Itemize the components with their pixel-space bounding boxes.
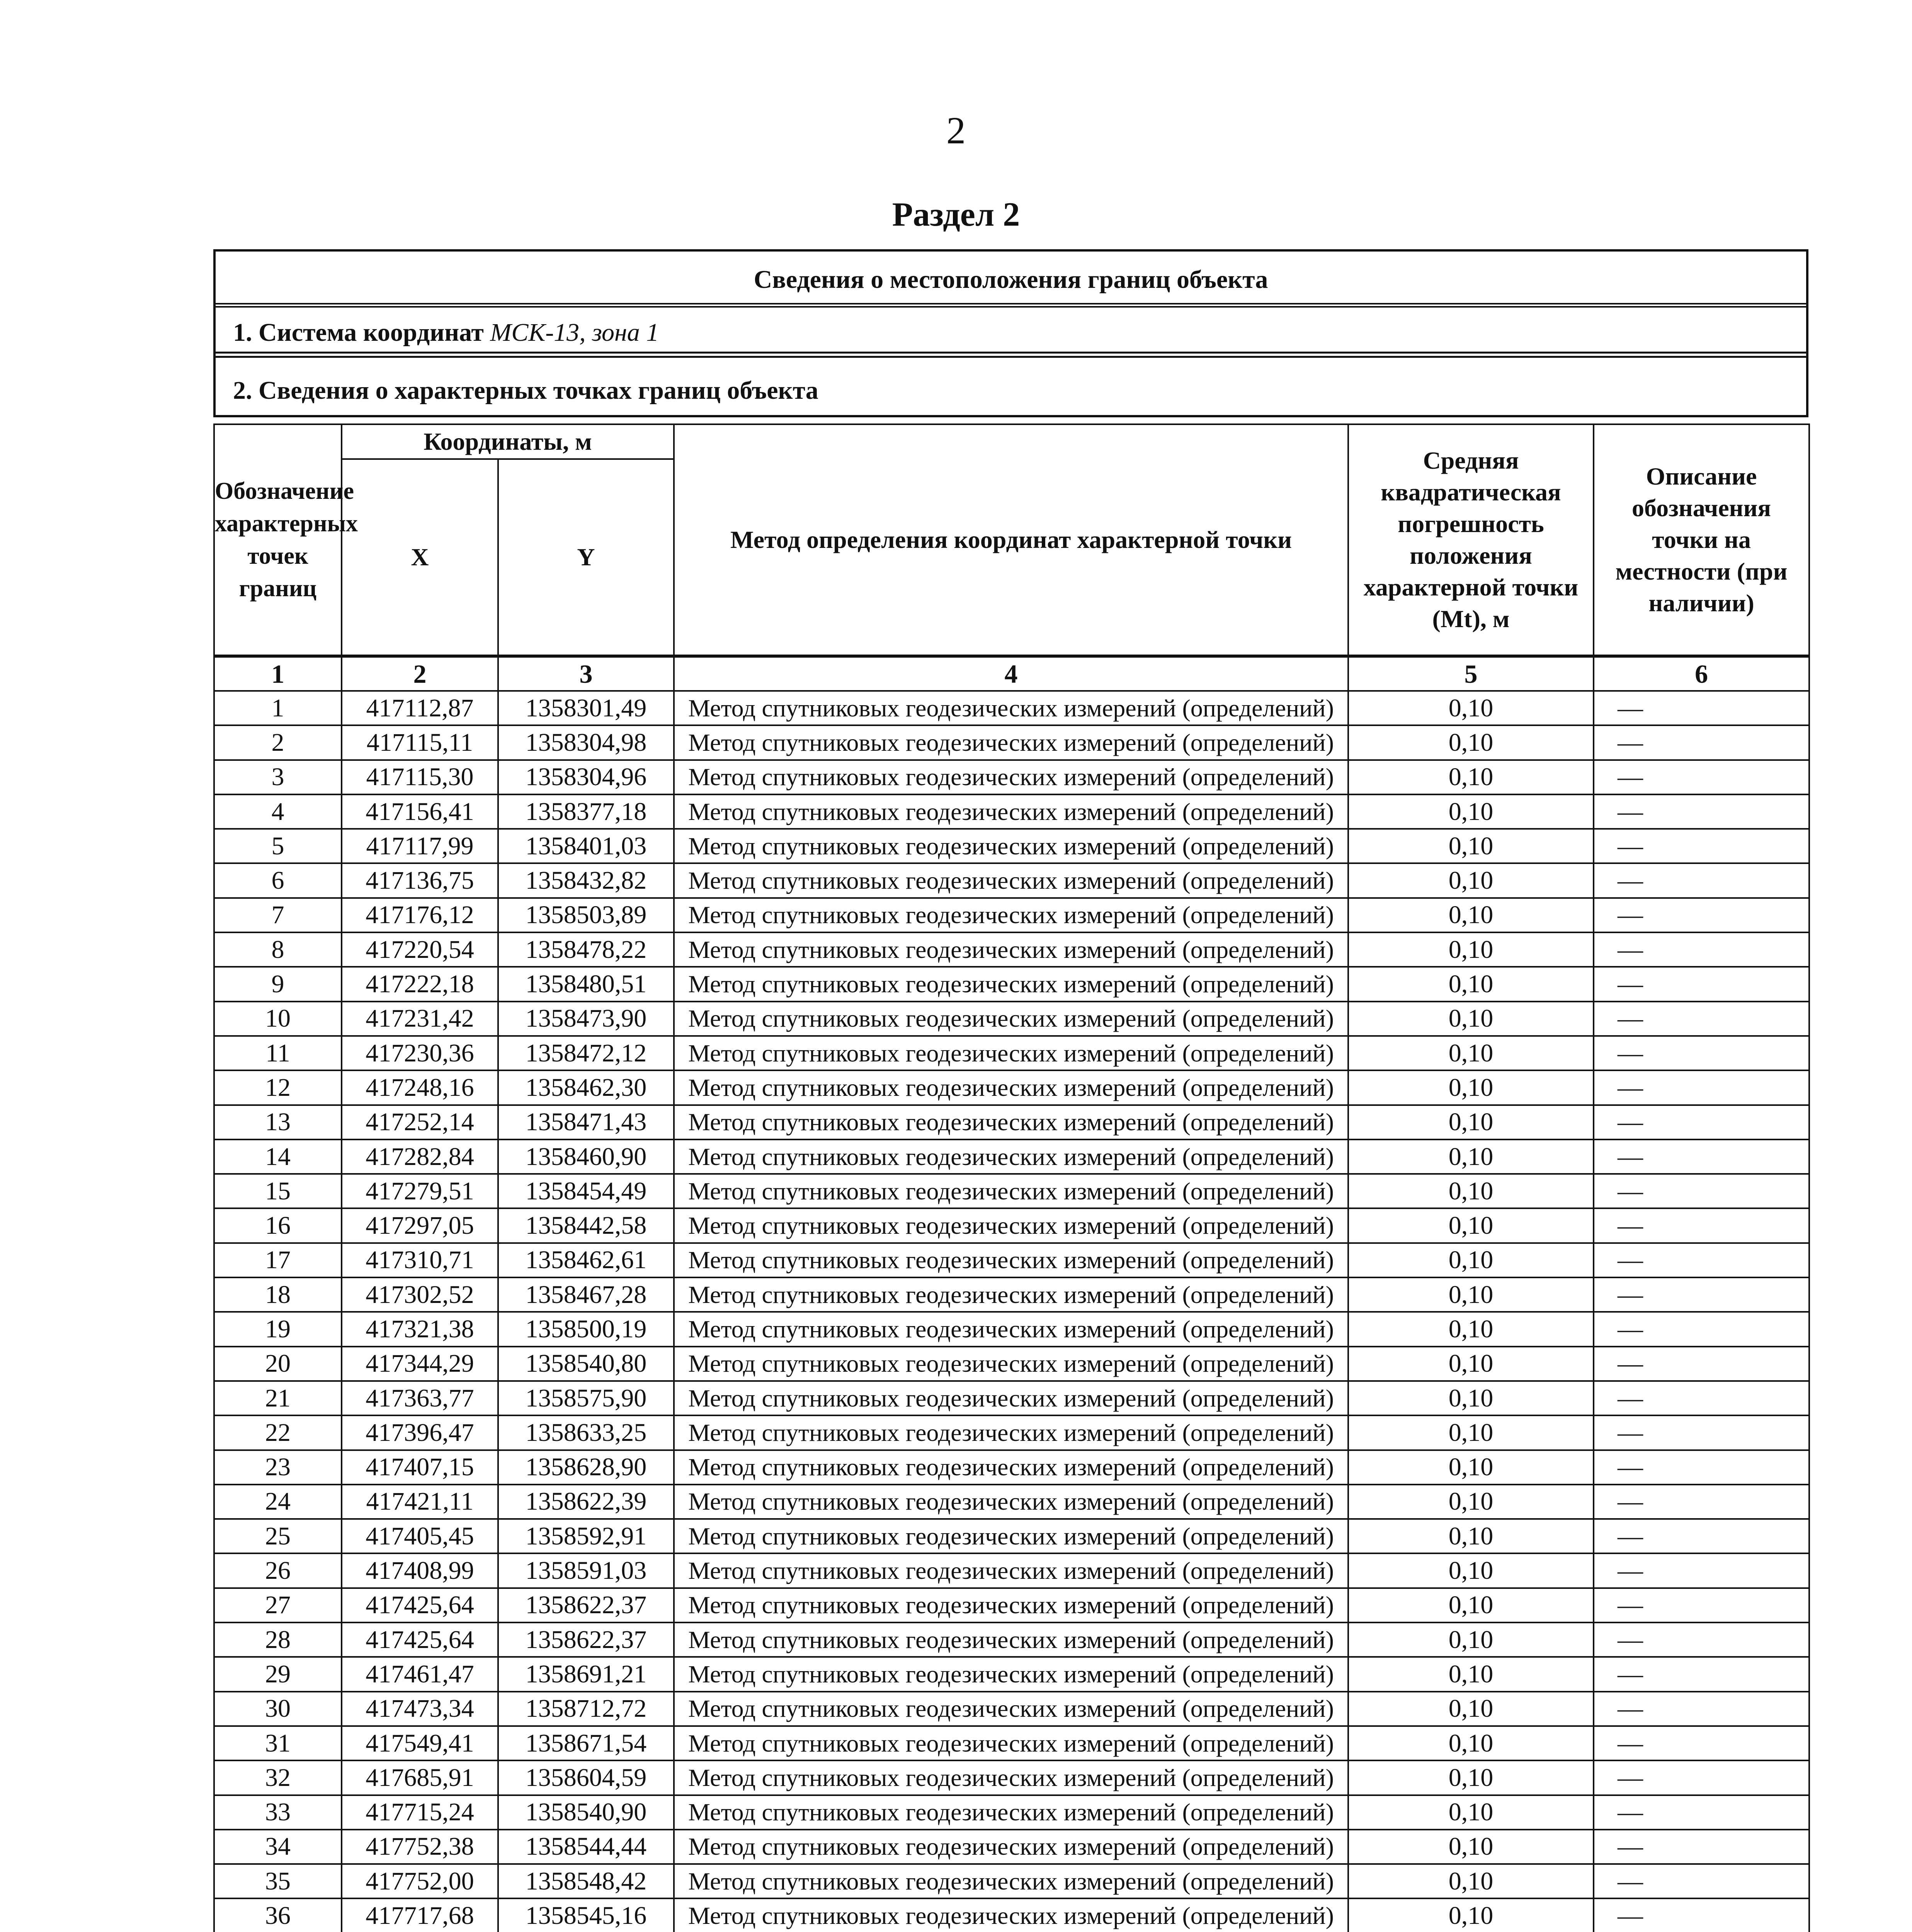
description: — (1594, 1864, 1809, 1898)
description: — (1594, 1415, 1809, 1450)
description: — (1594, 691, 1809, 725)
point-number: 29 (214, 1657, 342, 1691)
coord-x: 417115,11 (342, 725, 498, 760)
description: — (1594, 1139, 1809, 1174)
coord-x: 417473,34 (342, 1692, 498, 1726)
table-row (214, 1588, 1809, 1622)
coord-x: 417176,12 (342, 898, 498, 932)
coord-x: 417297,05 (342, 1208, 498, 1243)
point-number: 17 (214, 1243, 342, 1277)
coord-x: 417407,15 (342, 1450, 498, 1485)
method: Метод спутниковых геодезических измерений (определений) (674, 725, 1348, 760)
coord-y: 1358712,72 (498, 1692, 674, 1726)
table-row (214, 1105, 1809, 1139)
error-value: 0,10 (1348, 1830, 1594, 1864)
method: Метод спутниковых геодезических измерений (определений) (674, 1243, 1348, 1277)
error-value: 0,10 (1348, 1036, 1594, 1070)
method: Метод спутниковых геодезических измерений (определений) (674, 1622, 1348, 1657)
method: Метод спутниковых геодезических измерений (определений) (674, 1795, 1348, 1830)
point-number: 34 (214, 1830, 342, 1864)
table-row (214, 1898, 1809, 1932)
header-point-designation: Обозначение характерных точек границ (214, 424, 342, 656)
point-number: 21 (214, 1381, 342, 1415)
description: — (1594, 1485, 1809, 1519)
method: Метод спутниковых геодезических измерений (определений) (674, 1174, 1348, 1208)
coord-x: 417461,47 (342, 1657, 498, 1691)
error-value: 0,10 (1348, 829, 1594, 863)
coord-y: 1358604,59 (498, 1760, 674, 1795)
column-number: 4 (674, 656, 1348, 691)
coord-y: 1358304,96 (498, 760, 674, 794)
table-header-row (214, 424, 1809, 459)
coord-y: 1358467,28 (498, 1277, 674, 1312)
description: — (1594, 1830, 1809, 1864)
error-value: 0,10 (1348, 1277, 1594, 1312)
error-value: 0,10 (1348, 898, 1594, 932)
error-value: 0,10 (1348, 1312, 1594, 1346)
description: — (1594, 1726, 1809, 1760)
coordinate-system-line (216, 308, 1806, 358)
method: Метод спутниковых геодезических измерений (определений) (674, 1208, 1348, 1243)
coord-x: 417252,14 (342, 1105, 498, 1139)
coord-y: 1358304,98 (498, 725, 674, 760)
object-boundaries-title: Сведения о местоположения границ объекта (216, 252, 1806, 308)
table-row (214, 1692, 1809, 1726)
description: — (1594, 1588, 1809, 1622)
header-coordinates: Координаты, м (342, 424, 674, 459)
description: — (1594, 863, 1809, 898)
coord-x: 417421,11 (342, 1485, 498, 1519)
error-value: 0,10 (1348, 967, 1594, 1001)
coord-y: 1358671,54 (498, 1726, 674, 1760)
description: — (1594, 1070, 1809, 1105)
point-number: 27 (214, 1588, 342, 1622)
point-number: 18 (214, 1277, 342, 1312)
point-number: 8 (214, 932, 342, 967)
column-number-row (214, 656, 1809, 691)
description: — (1594, 1450, 1809, 1485)
table-row (214, 1070, 1809, 1105)
coord-x: 417220,54 (342, 932, 498, 967)
column-number: 6 (1594, 656, 1809, 691)
coord-y: 1358472,12 (498, 1036, 674, 1070)
description: — (1594, 760, 1809, 794)
method: Метод спутниковых геодезических измерений (определений) (674, 1002, 1348, 1036)
method: Метод спутниковых геодезических измерений (определений) (674, 1347, 1348, 1381)
coord-x: 417752,00 (342, 1864, 498, 1898)
error-value: 0,10 (1348, 1002, 1594, 1036)
point-number: 22 (214, 1415, 342, 1450)
method: Метод спутниковых геодезических измерений (определений) (674, 1898, 1348, 1932)
method: Метод спутниковых геодезических измерений (определений) (674, 691, 1348, 725)
table-row (214, 1795, 1809, 1830)
coord-y: 1358540,80 (498, 1347, 674, 1381)
point-number: 35 (214, 1864, 342, 1898)
error-value: 0,10 (1348, 1174, 1594, 1208)
point-number: 10 (214, 1002, 342, 1036)
point-number: 16 (214, 1208, 342, 1243)
coord-y: 1358691,21 (498, 1657, 674, 1691)
method: Метод спутниковых геодезических измерений (определений) (674, 1553, 1348, 1588)
error-value: 0,10 (1348, 794, 1594, 829)
coord-x: 417408,99 (342, 1553, 498, 1588)
coord-y: 1358460,90 (498, 1139, 674, 1174)
point-number: 33 (214, 1795, 342, 1830)
boundary-points-table (213, 423, 1810, 1932)
method: Метод спутниковых геодезических измерений (определений) (674, 1519, 1348, 1553)
table-row (214, 1312, 1809, 1346)
point-number: 20 (214, 1347, 342, 1381)
point-number: 30 (214, 1692, 342, 1726)
description: — (1594, 1657, 1809, 1691)
table-row (214, 1726, 1809, 1760)
description: — (1594, 1760, 1809, 1795)
point-number: 13 (214, 1105, 342, 1139)
description: — (1594, 829, 1809, 863)
coord-x: 417549,41 (342, 1726, 498, 1760)
error-value: 0,10 (1348, 1588, 1594, 1622)
error-value: 0,10 (1348, 1726, 1594, 1760)
description: — (1594, 1519, 1809, 1553)
description: — (1594, 932, 1809, 967)
coord-y: 1358622,37 (498, 1588, 674, 1622)
point-number: 5 (214, 829, 342, 863)
coord-y: 1358401,03 (498, 829, 674, 863)
point-number: 12 (214, 1070, 342, 1105)
error-value: 0,10 (1348, 1657, 1594, 1691)
coord-x: 417222,18 (342, 967, 498, 1001)
error-value: 0,10 (1348, 863, 1594, 898)
coord-x: 417282,84 (342, 1139, 498, 1174)
table-row (214, 794, 1809, 829)
coord-x: 417231,42 (342, 1002, 498, 1036)
coord-x: 417248,16 (342, 1070, 498, 1105)
coord-y: 1358471,43 (498, 1105, 674, 1139)
error-value: 0,10 (1348, 1139, 1594, 1174)
point-number: 28 (214, 1622, 342, 1657)
error-value: 0,10 (1348, 1415, 1594, 1450)
table-row (214, 1208, 1809, 1243)
error-value: 0,10 (1348, 1692, 1594, 1726)
error-value: 0,10 (1348, 760, 1594, 794)
coord-y: 1358454,49 (498, 1174, 674, 1208)
point-number: 19 (214, 1312, 342, 1346)
error-value: 0,10 (1348, 1070, 1594, 1105)
coord-y: 1358591,03 (498, 1553, 674, 1588)
point-number: 26 (214, 1553, 342, 1588)
point-number: 4 (214, 794, 342, 829)
error-value: 0,10 (1348, 1760, 1594, 1795)
coord-x: 417310,71 (342, 1243, 498, 1277)
method: Метод спутниковых геодезических измерений (определений) (674, 829, 1348, 863)
point-number: 36 (214, 1898, 342, 1932)
coord-x: 417752,38 (342, 1830, 498, 1864)
method: Метод спутниковых геодезических измерений (определений) (674, 1485, 1348, 1519)
description: — (1594, 898, 1809, 932)
error-value: 0,10 (1348, 1347, 1594, 1381)
header-error: Средняя квадратическая погрешность положения характерной точки (Mt), м (1348, 424, 1594, 656)
table-row (214, 863, 1809, 898)
coord-x: 417685,91 (342, 1760, 498, 1795)
coord-x: 417363,77 (342, 1381, 498, 1415)
coord-x: 417136,75 (342, 863, 498, 898)
coord-y: 1358442,58 (498, 1208, 674, 1243)
coord-y: 1358628,90 (498, 1450, 674, 1485)
point-number: 6 (214, 863, 342, 898)
method: Метод спутниковых геодезических измерений (определений) (674, 1657, 1348, 1691)
table-row (214, 1415, 1809, 1450)
description: — (1594, 1347, 1809, 1381)
coordinate-system-value: МСК-13, зона 1 (490, 318, 659, 347)
point-number: 1 (214, 691, 342, 725)
table-row (214, 1174, 1809, 1208)
error-value: 0,10 (1348, 1898, 1594, 1932)
header-box (213, 249, 1808, 417)
coord-x: 417156,41 (342, 794, 498, 829)
error-value: 0,10 (1348, 1864, 1594, 1898)
table-row (214, 1760, 1809, 1795)
coord-y: 1358432,82 (498, 863, 674, 898)
method: Метод спутниковых геодезических измерений (определений) (674, 1070, 1348, 1105)
coord-y: 1358622,39 (498, 1485, 674, 1519)
table-row (214, 1519, 1809, 1553)
coord-y: 1358462,61 (498, 1243, 674, 1277)
error-value: 0,10 (1348, 1622, 1594, 1657)
error-value: 0,10 (1348, 1243, 1594, 1277)
method: Метод спутниковых геодезических измерений (определений) (674, 794, 1348, 829)
description: — (1594, 1243, 1809, 1277)
point-number: 32 (214, 1760, 342, 1795)
coord-y: 1358545,16 (498, 1898, 674, 1932)
method: Метод спутниковых геодезических измерений (определений) (674, 1415, 1348, 1450)
point-number: 15 (214, 1174, 342, 1208)
error-value: 0,10 (1348, 1450, 1594, 1485)
coord-x: 417425,64 (342, 1622, 498, 1657)
method: Метод спутниковых геодезических измерений (определений) (674, 1312, 1348, 1346)
coord-x: 417112,87 (342, 691, 498, 725)
table-row (214, 725, 1809, 760)
coord-x: 417425,64 (342, 1588, 498, 1622)
description: — (1594, 967, 1809, 1001)
coord-x: 417302,52 (342, 1277, 498, 1312)
page-number: 2 (946, 109, 966, 152)
table-row (214, 1347, 1809, 1381)
coord-x: 417344,29 (342, 1347, 498, 1381)
table-row (214, 1002, 1809, 1036)
method: Метод спутниковых геодезических измерений (определений) (674, 1139, 1348, 1174)
table-row (214, 1036, 1809, 1070)
table-row (214, 967, 1809, 1001)
point-number: 31 (214, 1726, 342, 1760)
coord-y: 1358633,25 (498, 1415, 674, 1450)
coord-y: 1358575,90 (498, 1381, 674, 1415)
coord-y: 1358500,19 (498, 1312, 674, 1346)
coord-y: 1358540,90 (498, 1795, 674, 1830)
coord-y: 1358622,37 (498, 1622, 674, 1657)
error-value: 0,10 (1348, 1105, 1594, 1139)
method: Метод спутниковых геодезических измерений (определений) (674, 863, 1348, 898)
table-row (214, 1243, 1809, 1277)
column-number: 5 (1348, 656, 1594, 691)
description: — (1594, 1174, 1809, 1208)
method: Метод спутниковых геодезических измерений (определений) (674, 1381, 1348, 1415)
coord-x: 417115,30 (342, 760, 498, 794)
header-description: Описание обозначения точки на местности (при наличии) (1594, 424, 1809, 656)
header-method: Метод определения координат характерной точки (674, 424, 1348, 656)
coord-x: 417321,38 (342, 1312, 498, 1346)
coord-x: 417117,99 (342, 829, 498, 863)
coord-x: 417230,36 (342, 1036, 498, 1070)
points-section-title: 2. Сведения о характерных точках границ объекта (233, 376, 818, 405)
description: — (1594, 1105, 1809, 1139)
point-number: 2 (214, 725, 342, 760)
point-number: 14 (214, 1139, 342, 1174)
method: Метод спутниковых геодезических измерений (определений) (674, 1692, 1348, 1726)
table-row (214, 691, 1809, 725)
table-row (214, 1553, 1809, 1588)
description: — (1594, 794, 1809, 829)
method: Метод спутниковых геодезических измерений (определений) (674, 1864, 1348, 1898)
coord-y: 1358301,49 (498, 691, 674, 725)
coord-x: 417717,68 (342, 1898, 498, 1932)
coord-x: 417396,47 (342, 1415, 498, 1450)
column-number: 2 (342, 656, 498, 691)
error-value: 0,10 (1348, 1485, 1594, 1519)
points-table-body (214, 691, 1809, 1932)
method: Метод спутниковых геодезических измерений (определений) (674, 1277, 1348, 1312)
column-number: 3 (498, 656, 674, 691)
method: Метод спутниковых геодезических измерений (определений) (674, 898, 1348, 932)
coord-y: 1358503,89 (498, 898, 674, 932)
error-value: 0,10 (1348, 1519, 1594, 1553)
section-title: Раздел 2 (892, 196, 1020, 233)
method: Метод спутниковых геодезических измерений (определений) (674, 967, 1348, 1001)
table-row (214, 1485, 1809, 1519)
coord-x: 417405,45 (342, 1519, 498, 1553)
table-row (214, 1830, 1809, 1864)
method: Метод спутниковых геодезических измерений (определений) (674, 760, 1348, 794)
table-row (214, 1622, 1809, 1657)
table-row (214, 932, 1809, 967)
coord-y: 1358548,42 (498, 1864, 674, 1898)
coord-x: 417279,51 (342, 1174, 498, 1208)
error-value: 0,10 (1348, 1208, 1594, 1243)
method: Метод спутниковых геодезических измерений (определений) (674, 1105, 1348, 1139)
table-row (214, 898, 1809, 932)
table-row (214, 829, 1809, 863)
description: — (1594, 1208, 1809, 1243)
coord-y: 1358592,91 (498, 1519, 674, 1553)
coord-y: 1358377,18 (498, 794, 674, 829)
table-row (214, 1450, 1809, 1485)
method: Метод спутниковых геодезических измерений (определений) (674, 1830, 1348, 1864)
error-value: 0,10 (1348, 691, 1594, 725)
point-number: 11 (214, 1036, 342, 1070)
table-row (214, 760, 1809, 794)
table-row (214, 1381, 1809, 1415)
header-y: Y (498, 459, 674, 656)
point-number: 9 (214, 967, 342, 1001)
error-value: 0,10 (1348, 1381, 1594, 1415)
coord-y: 1358462,30 (498, 1070, 674, 1105)
description: — (1594, 1553, 1809, 1588)
description: — (1594, 1312, 1809, 1346)
header-x: X (342, 459, 498, 656)
point-number: 3 (214, 760, 342, 794)
description: — (1594, 1277, 1809, 1312)
description: — (1594, 1002, 1809, 1036)
description: — (1594, 1381, 1809, 1415)
description: — (1594, 1795, 1809, 1830)
coord-y: 1358544,44 (498, 1830, 674, 1864)
point-number: 23 (214, 1450, 342, 1485)
error-value: 0,10 (1348, 1553, 1594, 1588)
description: — (1594, 725, 1809, 760)
method: Метод спутниковых геодезических измерений (определений) (674, 1726, 1348, 1760)
error-value: 0,10 (1348, 932, 1594, 967)
description: — (1594, 1036, 1809, 1070)
error-value: 0,10 (1348, 1795, 1594, 1830)
column-number: 1 (214, 656, 342, 691)
coord-y: 1358480,51 (498, 967, 674, 1001)
method: Метод спутниковых геодезических измерений (определений) (674, 932, 1348, 967)
coord-y: 1358473,90 (498, 1002, 674, 1036)
error-value: 0,10 (1348, 725, 1594, 760)
coordinate-system-label: 1. Система координат (233, 318, 484, 347)
method: Метод спутниковых геодезических измерений (определений) (674, 1036, 1348, 1070)
table-row (214, 1864, 1809, 1898)
coord-y: 1358478,22 (498, 932, 674, 967)
description: — (1594, 1898, 1809, 1932)
method: Метод спутниковых геодезических измерений (определений) (674, 1450, 1348, 1485)
table-row (214, 1657, 1809, 1691)
point-number: 7 (214, 898, 342, 932)
point-number: 25 (214, 1519, 342, 1553)
description: — (1594, 1622, 1809, 1657)
point-number: 24 (214, 1485, 342, 1519)
coord-x: 417715,24 (342, 1795, 498, 1830)
method: Метод спутниковых геодезических измерений (определений) (674, 1588, 1348, 1622)
table-row (214, 1139, 1809, 1174)
method: Метод спутниковых геодезических измерений (определений) (674, 1760, 1348, 1795)
description: — (1594, 1692, 1809, 1726)
table-row (214, 1277, 1809, 1312)
